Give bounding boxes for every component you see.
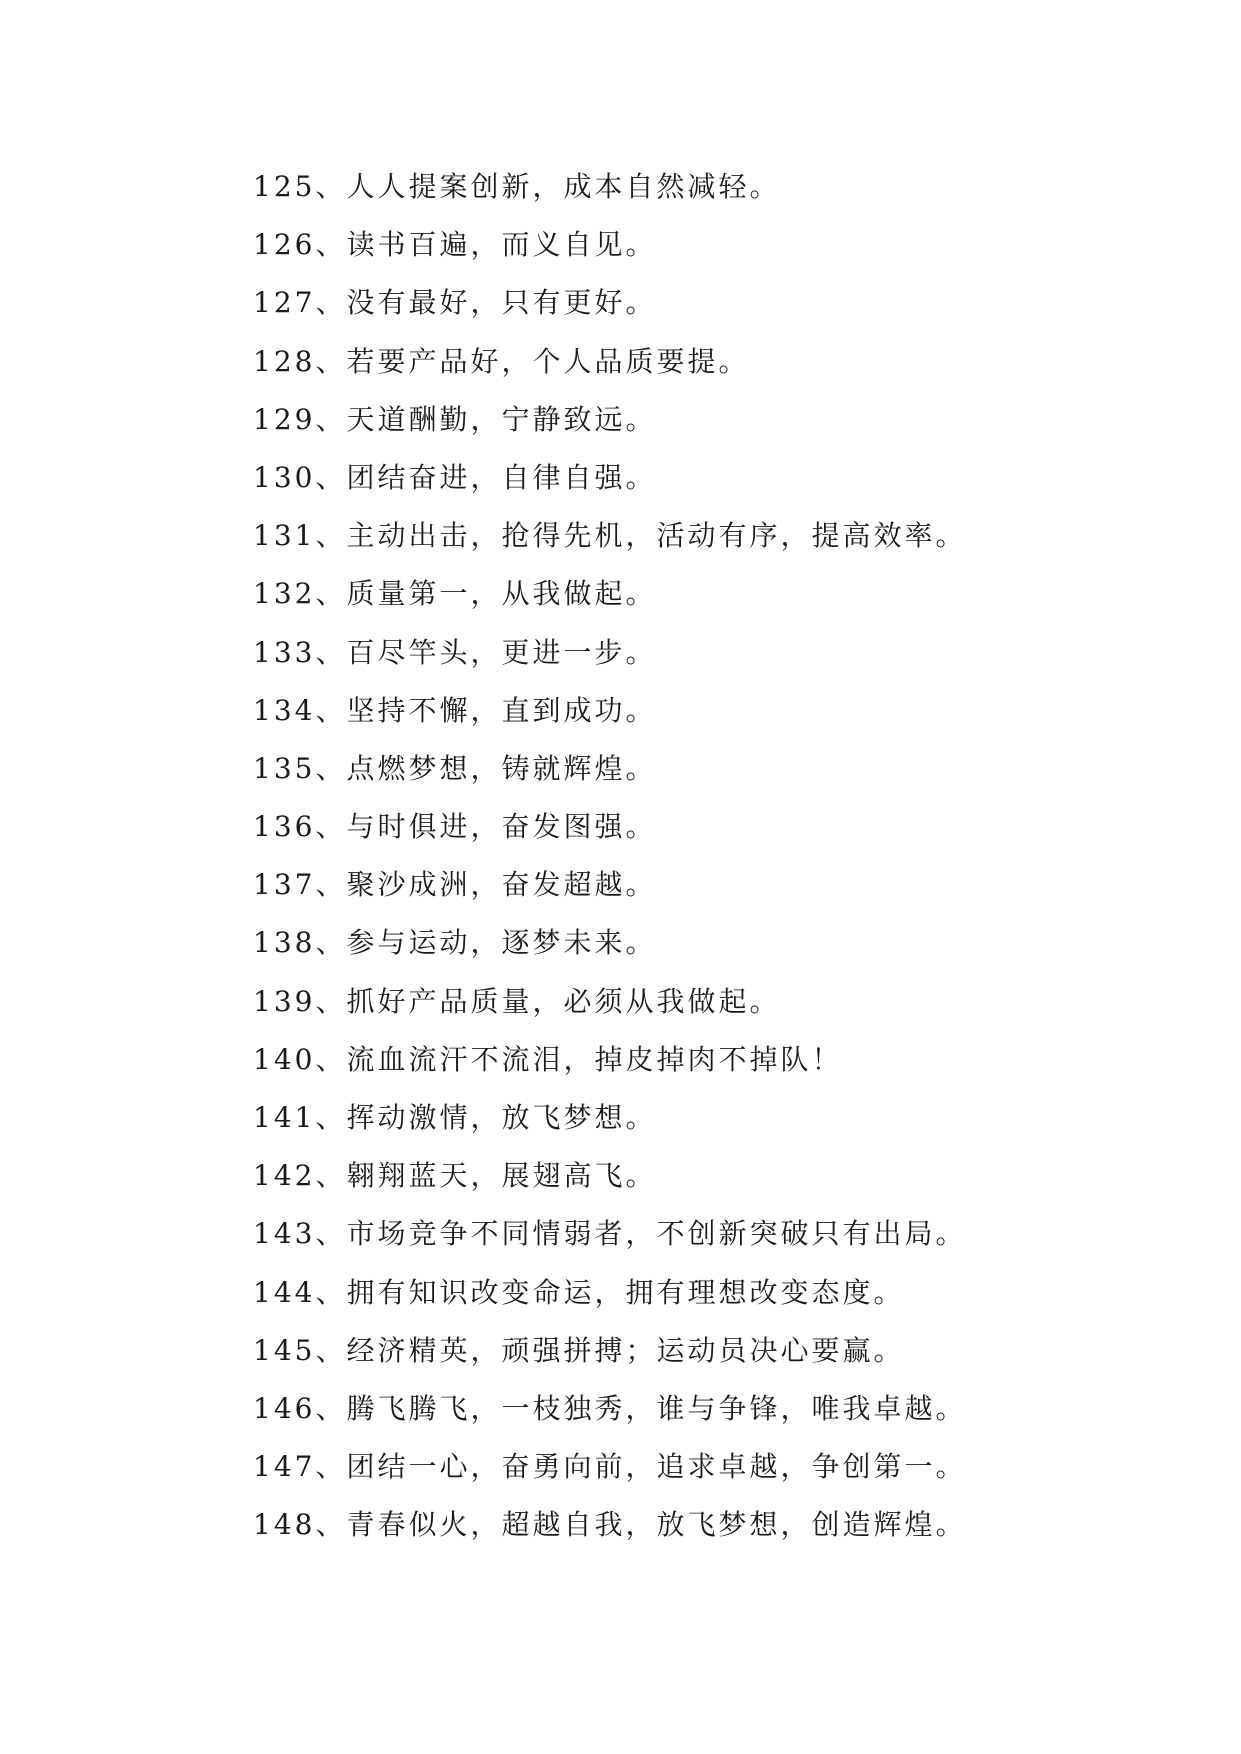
slogan-line: 134、坚持不懈，直到成功。 [253,693,657,727]
slogan-line: 136、与时俱进，奋发图强。 [253,810,657,844]
slogan-line: 133、百尽竿头，更进一步。 [253,635,657,669]
slogan-line: 139、抓好产品质量，必须从我做起。 [253,984,781,1018]
slogan-line: 146、腾飞腾飞，一枝独秀，谁与争锋，唯我卓越。 [253,1391,967,1425]
slogan-line: 125、人人提案创新，成本自然减轻。 [253,170,781,203]
slogan-line: 129、天道酬勤，宁静致远。 [253,402,657,436]
slogan-line: 148、青春似火，超越自我，放飞梦想，创造辉煌。 [253,1508,967,1542]
slogan-list [253,158,1153,1555]
slogan-line: 137、聚沙成洲，奋发超越。 [253,868,657,902]
slogan-line: 130、团结奋进，自律自强。 [253,460,657,494]
slogan-line: 127、没有最好，只有更好。 [253,286,657,320]
slogan-line: 144、拥有知识改变命运，拥有理想改变态度。 [253,1275,905,1309]
slogan-line: 132、质量第一，从我做起。 [253,577,657,611]
slogan-line: 140、流血流汗不流泪，掉皮掉肉不掉队！ [253,1042,843,1076]
slogan-line: 131、主动出击，抢得先机，活动有序，提高效率。 [253,519,967,553]
slogan-line: 141、挥动激情，放飞梦想。 [253,1101,657,1134]
slogan-line: 142、翱翔蓝天，展翅高飞。 [253,1159,657,1193]
slogan-line: 145、经济精英，顽强拼搏；运动员决心要赢。 [253,1333,905,1367]
slogan-line: 143、市场竞争不同情弱者，不创新突破只有出局。 [253,1217,967,1251]
slogan-line: 147、团结一心，奋勇向前，追求卓越，争创第一。 [253,1450,967,1484]
slogan-line: 126、读书百遍，而义自见。 [253,228,657,262]
slogan-line: 138、参与运动，逐梦未来。 [253,926,657,960]
slogan-line: 135、点燃梦想，铸就辉煌。 [253,751,657,785]
slogan-line: 128、若要产品好，个人品质要提。 [253,344,750,378]
